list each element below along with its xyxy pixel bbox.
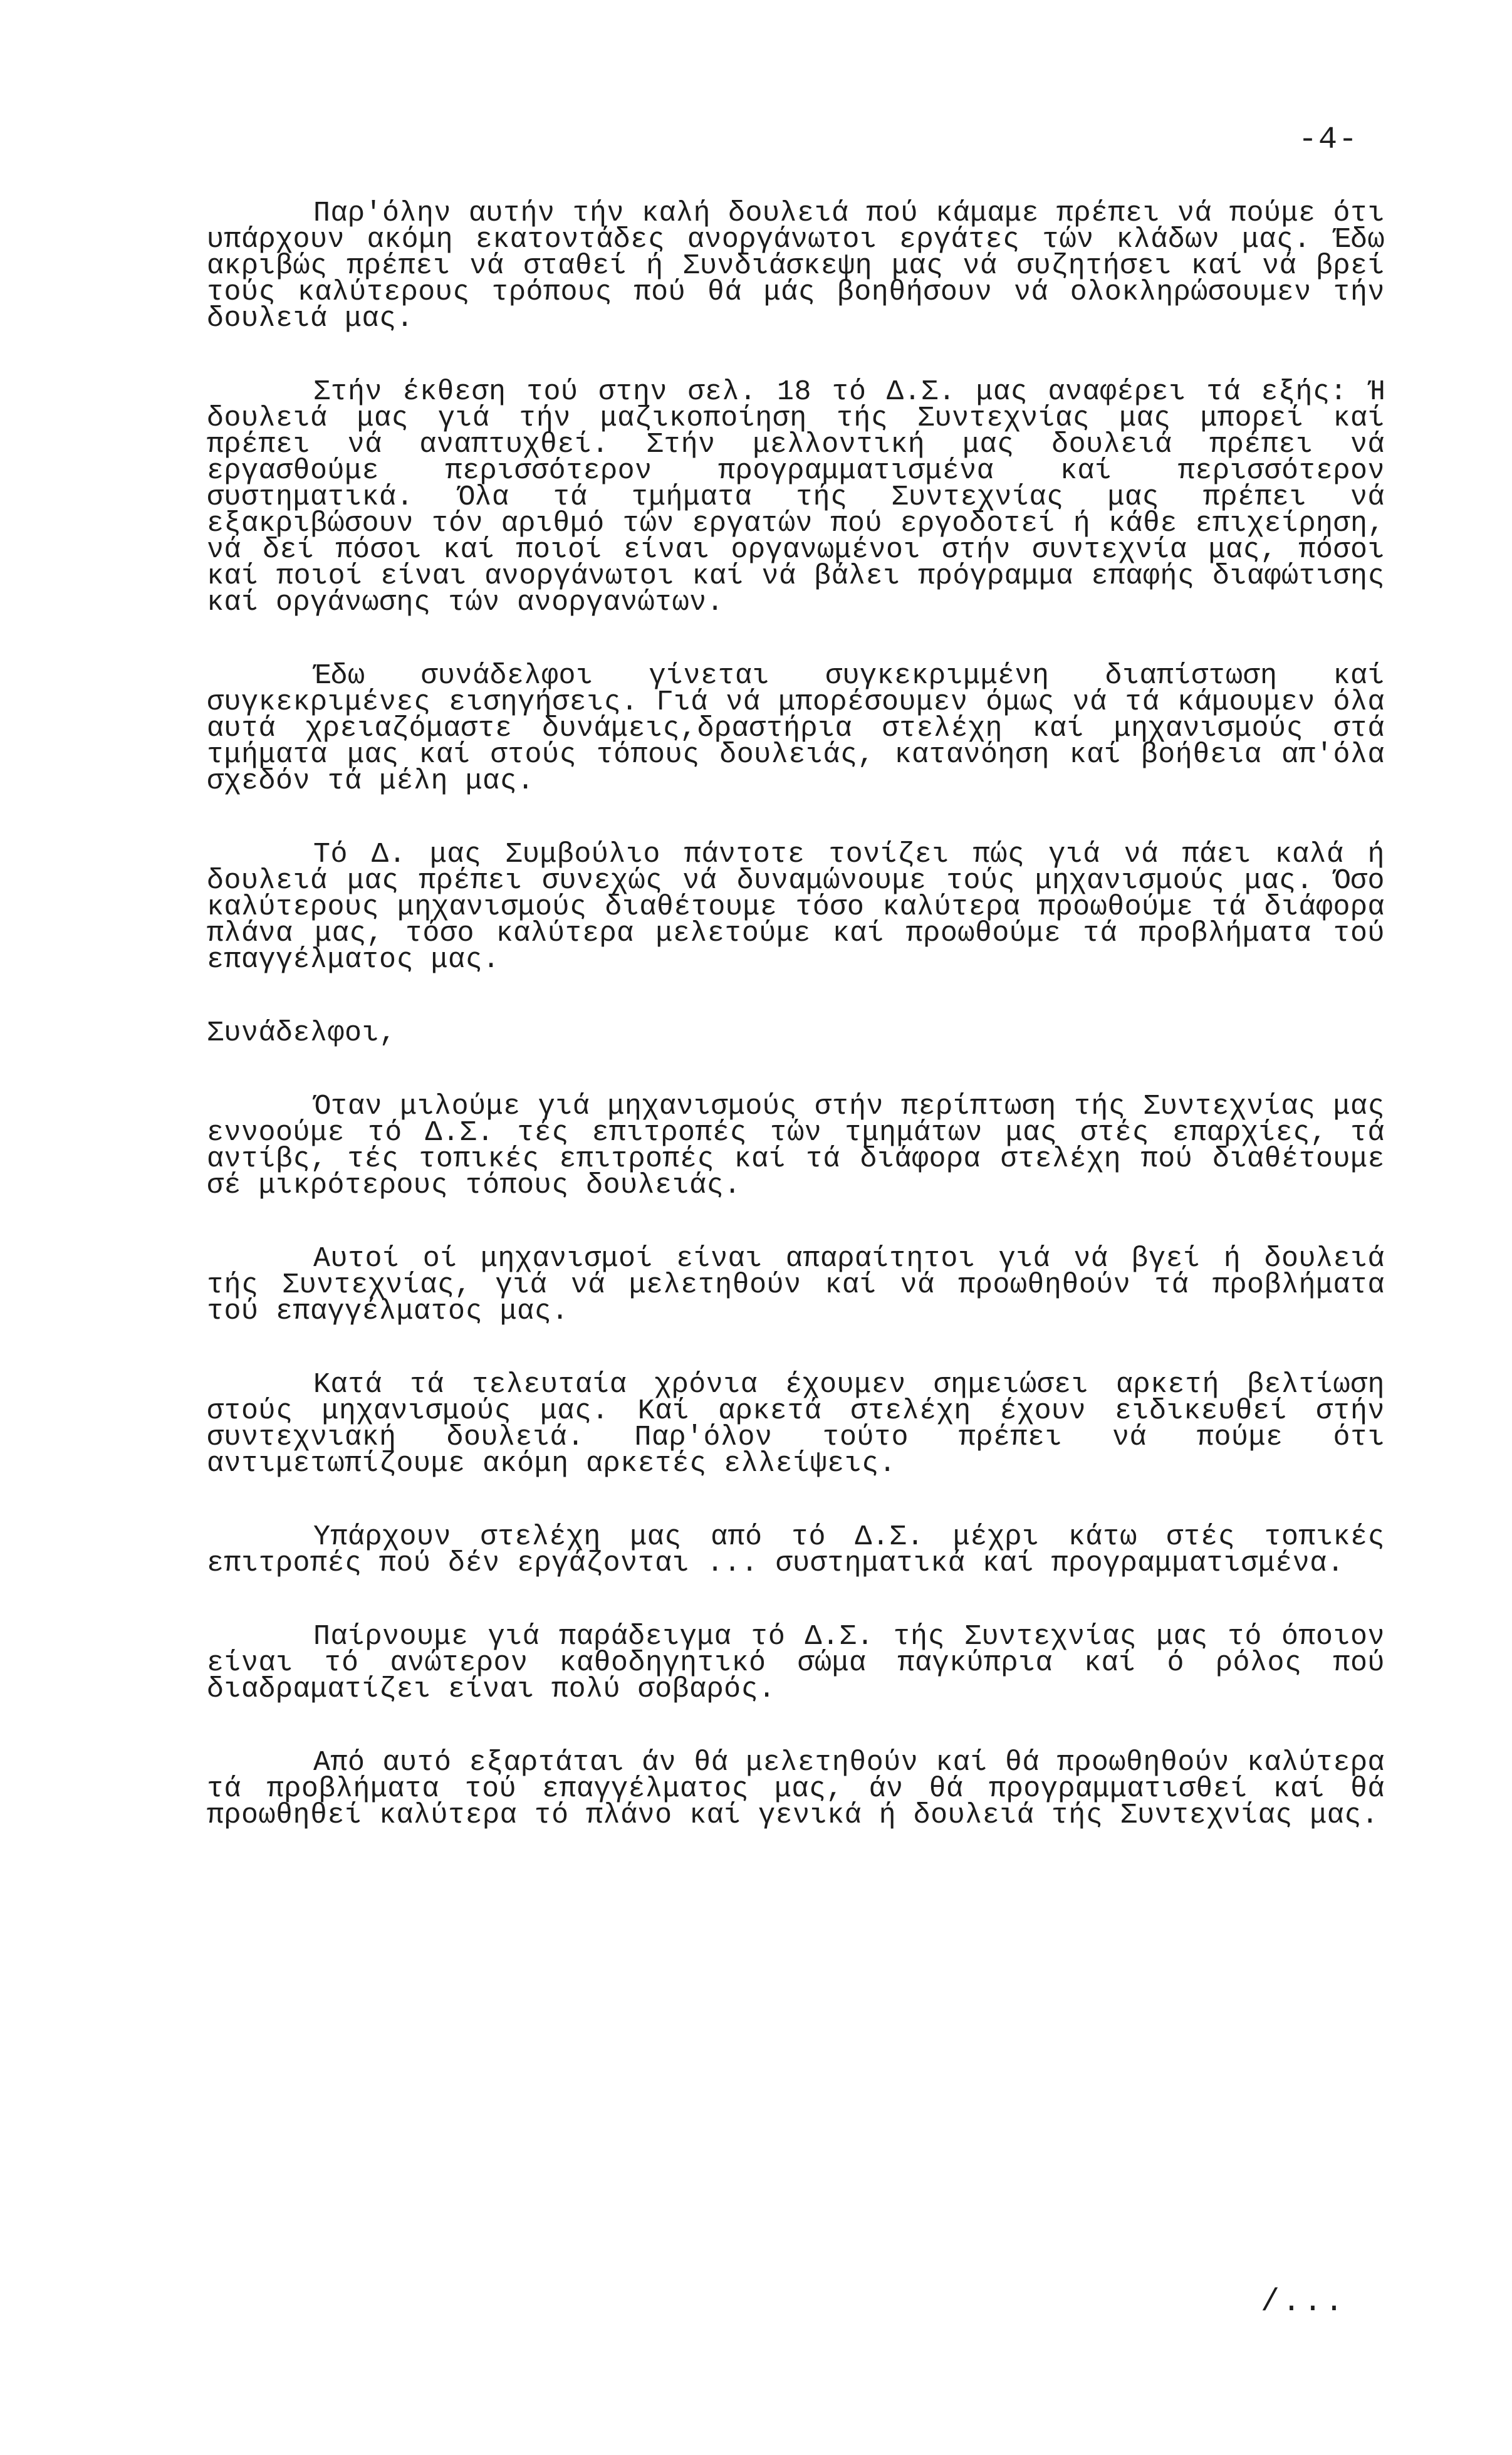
paragraph-10: Από αυτό εξαρτάται άν θά μελετηθούν καί θά προωθηθούν καλύτερα τά προβλήματα τού επαγγέλματος μας, άν θά προγραμματισθεί καί θά προωθηθεί καλύτερα τό πλάνο καί γενικά ή δουλειά τής Συντεχνίας μας. bbox=[207, 1747, 1385, 1831]
paragraph-4: Τό Δ. μας Συμβούλιο πάντοτε τονίζει πώς γιά νά πάει καλά ή δουλειά μας πρέπει συνεχώς νά δυναμώνουμε τούς μηχανισμούς μας. Όσο καλύτερους μηχανισμούς διαθέτουμε τόσο καλύτερα προωθούμε τά διάφορα πλάνα μας, τόσο καλύτερα μελετούμε καί προωθούμε τά προβλήματα τού επαγγέλματος μας. bbox=[207, 839, 1385, 976]
body-text bbox=[207, 197, 1385, 1876]
paragraph-2: Στήν έκθεση τού στην σελ. 18 τό Δ.Σ. μας αναφέρει τά εξής: Ή δουλειά μας γιά τήν μαζικοποίηση τής Συντεχνίας μας μπορεί καί πρέπει νά αναπτυχθεί. Στήν μελλοντική μας δουλειά πρέπει νά εργασθούμε περισσότερον προγραμματισμένα καί περισσότερον συστηματικά. Όλα τά τμήματα τής Συντεχνίας μας πρέπει νά εξακριβώσουν τόν αριθμό τών εργατών πού εργοδοτεί ή κάθε επιχείρηση, νά δεί πόσοι καί ποιοί είναι οργανωμένοι στήν συντεχνία μας, πόσοι καί ποιοί είναι ανοργάνωτοι καί νά βάλει πρόγραμμα επαφής διαφώτισης καί οργάνωσης τών ανοργανώτων. bbox=[207, 376, 1385, 619]
paragraph-8: Υπάρχουν στελέχη μας από τό Δ.Σ. μέχρι κάτω στές τοπικές επιτροπές πού δέν εργάζονται ... συστηματικά καί προγραμματισμένα. bbox=[207, 1521, 1385, 1579]
paragraph-3: Έδω συνάδελφοι γίνεται συγκεκριμμένη διαπίστωση καί συγκεκριμένες εισηγήσεις. Γιά νά μπορέσουμεν όμως νά τά κάμουμεν όλα αυτά χρειαζόμαστε δυνάμεις,δραστήρια στελέχη καί μηχανισμούς στά τμήματα μας καί στούς τόπους δουλειάς, κατανόηση καί βοήθεια απ'όλα σχεδόν τά μέλη μας. bbox=[207, 660, 1385, 797]
paragraph-6: Αυτοί οί μηχανισμοί είναι απαραίτητοι γιά νά βγεί ή δουλειά τής Συντεχνίας, γιά νά μελετηθούν καί νά προωθηθούν τά προβλήματα τού επαγγέλματος μας. bbox=[207, 1243, 1385, 1327]
page-number: -4- bbox=[1298, 122, 1358, 158]
paragraph-1: Παρ'όλην αυτήν τήν καλή δουλειά πού κάμαμε πρέπει νά πούμε ότι υπάρχουν ακόμη εκατοντάδες ανοργάνωτοι εργάτες τών κλάδων μας. Έδω ακριβώς πρέπει νά σταθεί ή Συνδιάσκεψη μας νά συζητήσει καί νά βρεί τούς καλύτερους τρόπους πού θά μάς βοηθήσουν νά ολοκληρώσουμεν τήν δουλειά μας. bbox=[207, 197, 1385, 335]
continuation-mark: /... bbox=[1260, 2285, 1346, 2320]
paragraph-7: Κατά τά τελευταία χρόνια έχουμεν σημειώσει αρκετή βελτίωση στούς μηχανισμούς μας. Καί αρκετά στελέχη έχουν ειδικευθεί στήν συντεχνιακή δουλειά. Παρ'όλον τούτο πρέπει νά πούμε ότι αντιμετωπίζουμε ακόμη αρκετές ελλείψεις. bbox=[207, 1369, 1385, 1480]
paragraph-5: Όταν μιλούμε γιά μηχανισμούς στήν περίπτωση τής Συντεχνίας μας εννοούμε τό Δ.Σ. τές επιτροπές τών τμημάτων μας στές επαρχίες, τά αντίβς, τές τοπικές επιτροπές καί τά διάφορα στελέχη πού διαθέτουμε σέ μικρότερους τόπους δουλειάς. bbox=[207, 1091, 1385, 1201]
salutation: Συνάδελφοι, bbox=[207, 1017, 397, 1049]
paragraph-9: Παίρνουμε γιά παράδειγμα τό Δ.Σ. τής Συντεχνίας μας τό όποιον είναι τό ανώτερον καθοδηγητικό σώμα παγκύπρια καί ό ρόλος πού διαδραματίζει είναι πολύ σοβαρός. bbox=[207, 1621, 1385, 1705]
